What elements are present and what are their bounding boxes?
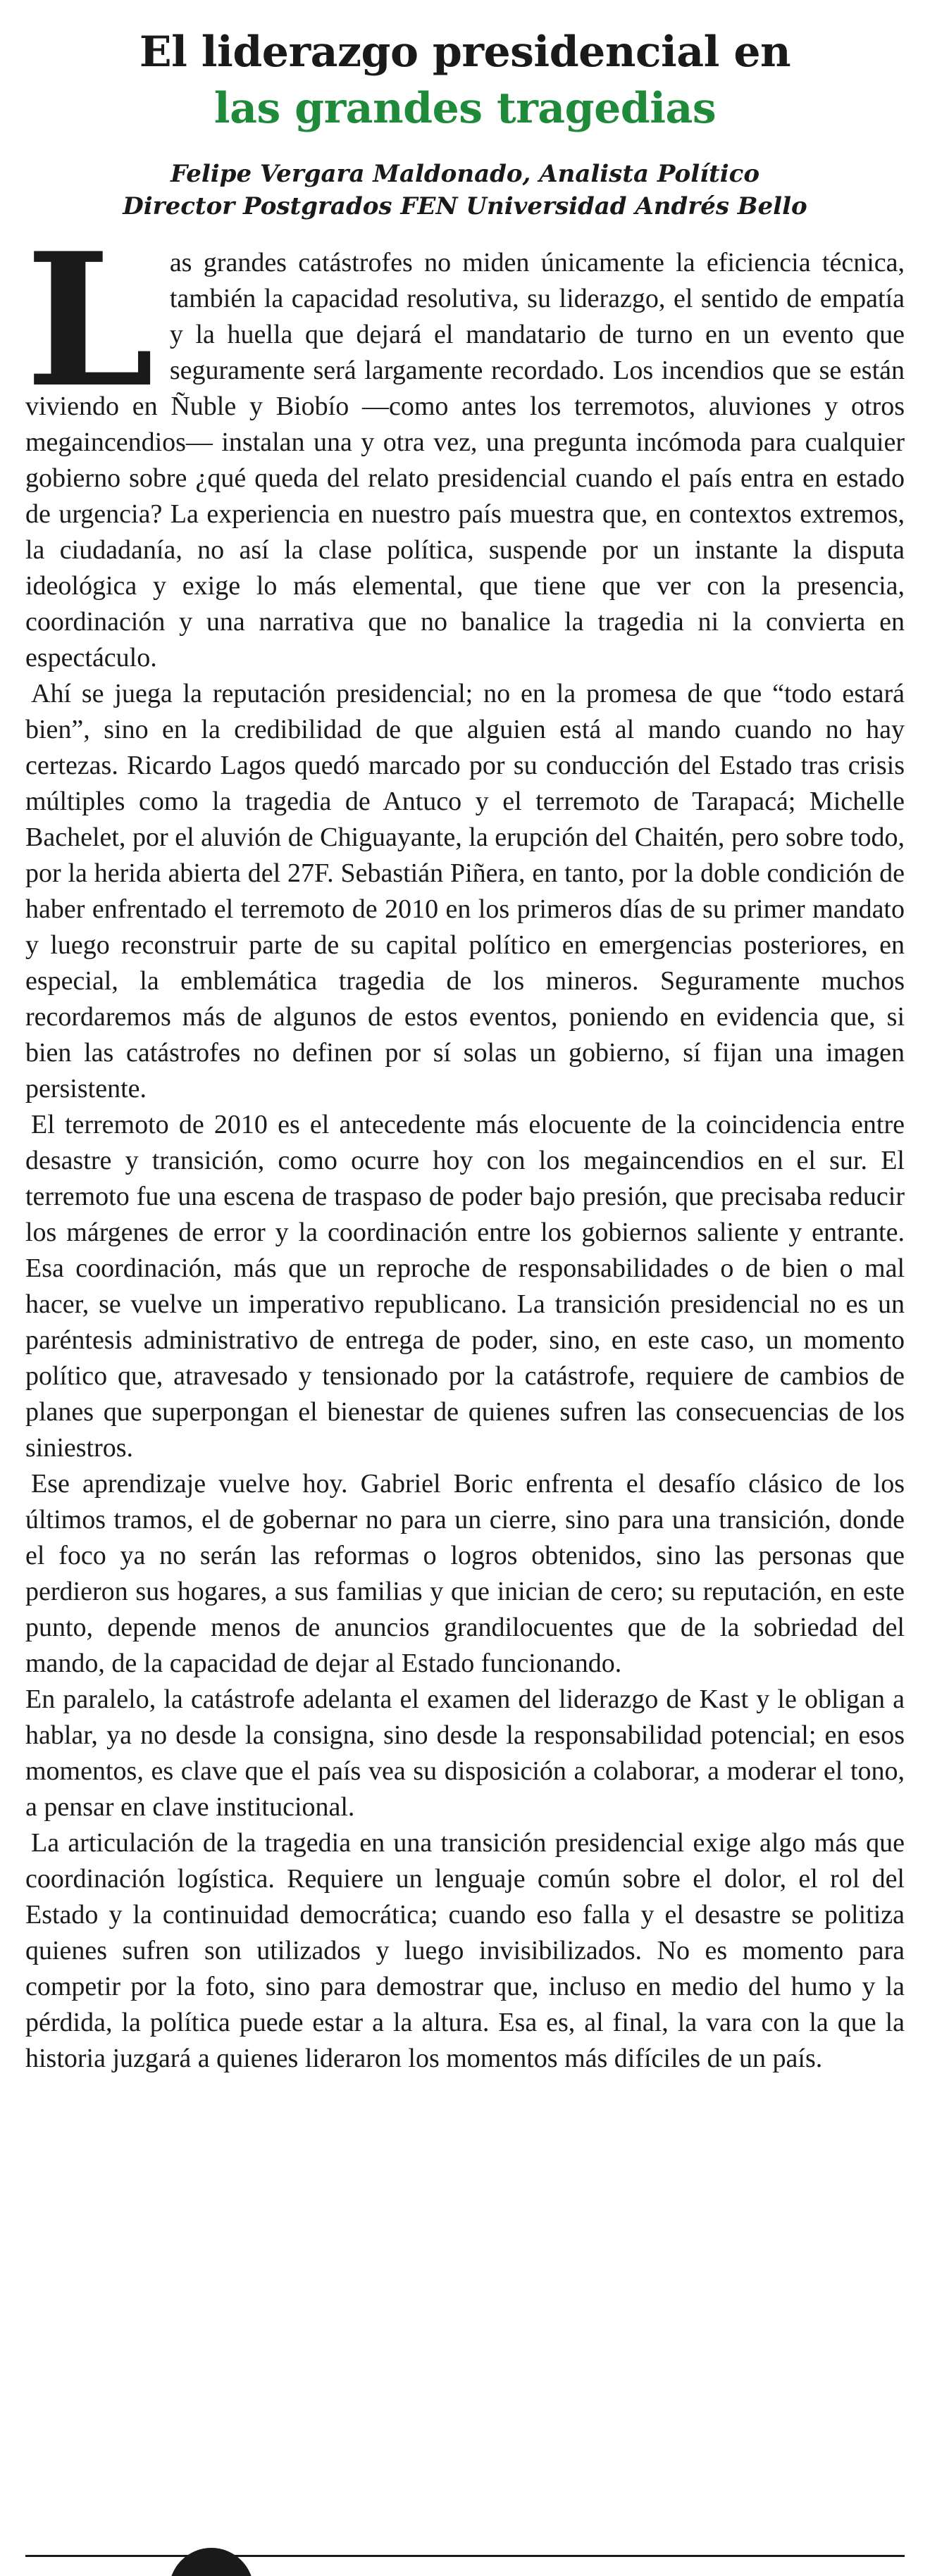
author-line: Felipe Vergara Maldonado, Analista Político	[170, 160, 760, 188]
footer-circle-shape	[169, 2548, 254, 2576]
article-body	[25, 213, 905, 2077]
headline	[25, 24, 905, 137]
paragraph-4: Ese aprendizaje vuelve hoy. Gabriel Boric enfrenta el desafío clásico de los últimos tramos, el de gobernar no para un cierre, sino para una transición, donde el foco ya no serán las reformas o logros obtenidos, sino las personas que perdieron sus hogares, a sus familias y que inician de cero; su reputación, en este punto, depende menos de anuncios grandilocuentes que de la sobriedad del mando, de la capacidad de dejar al Estado funcionando.	[25, 1469, 905, 1678]
footer-logo-icon	[169, 2548, 254, 2576]
article	[25, 17, 905, 2077]
paragraph-1-text: as grandes catástrofes no miden únicamente la eficiencia técnica, también la capacidad resolutiva, su liderazgo, el sentido de empatía y la huella que dejará el mandatario de turno en un evento que seguramente será largamente recordado. Los incendios que se están viviendo en Ñuble y Biobío —como antes los terremotos, aluviones y otros megaincendios— instalan una y otra vez, una pregunta incómoda para cualquier gobierno sobre ¿qué queda del relato presidencial cuando el país entra en estado de urgencia? La experiencia en nuestro país muestra que, en contextos extremos, la ciudadanía, no así la clase política, suspende por un instante la disputa ideológica y exige lo más elemental, que tiene que ver con la presencia, coordinación y una narrativa que no banalice la tragedia ni la convierta en espectáculo.	[25, 248, 905, 673]
author-role-line: Director Postgrados FEN Universidad Andrés Bello	[123, 192, 807, 220]
headline-line-1: El liderazgo presidencial en	[139, 27, 791, 77]
drop-cap: L	[25, 213, 154, 428]
paragraph-5: En paralelo, la catástrofe adelanta el examen del liderazgo de Kast y le obligan a hablar, ya no desde la consigna, sino desde la responsabilidad potencial; en esos momentos, es clave que el país vea su disposición a colaborar, a moderar el tono, a pensar en clave institucional.	[25, 1684, 905, 1822]
paragraph-1	[25, 213, 905, 676]
paragraph-2: Ahí se juega la reputación presidencial; no en la promesa de que “todo estará bien”, sino en la credibilidad de que alguien está al mando cuando no hay certezas. Ricardo Lagos quedó marcado por su conducción del Estado tras crisis múltiples como la tragedia de Antuco y el terremoto de Tarapacá; Michelle Bachelet, por el aluvión de Chiguayante, la erupción del Chaitén, pero sobre todo, por la herida abierta del 27F. Sebastián Piñera, en tanto, por la doble condición de haber enfrentado el terremoto de 2010 en los primeros días de su primer mandato y luego reconstruir parte de su capital político en emergencias posteriores, en especial, la emblemática tragedia de los mineros. Seguramente muchos recordaremos más de algunos de estos eventos, poniendo en evidencia que, si bien las catástrofes no definen por sí solas un gobierno, sí fijan una imagen persistente.	[25, 679, 905, 1103]
footer-rule	[25, 2555, 905, 2557]
paragraph-6: La articulación de la tragedia en una transición presidencial exige algo más que coordinación logística. Requiere un lenguaje común sobre el dolor, el rol del Estado y la continuidad democrática; cuando eso falla y el desastre se politiza quienes sufren son utilizados y luego invisibilizados. No es momento para competir por la foto, sino para demostrar que, incluso en medio del humo y la pérdida, la política puede estar a la altura. Esa es, al final, la vara con la que la historia juzgará a quienes lideraron los momentos más difíciles de un país.	[25, 1828, 905, 2073]
byline	[25, 158, 905, 223]
headline-line-2: las grandes tragedias	[213, 84, 717, 133]
paragraph-3: El terremoto de 2010 es el antecedente más elocuente de la coincidencia entre desastre y transición, como ocurre hoy con los megaincendios en el sur. El terremoto fue una escena de traspaso de poder bajo presión, que precisaba reducir los márgenes de error y la coordinación entre los gobiernos saliente y entrante. Esa coordinación, más que un reproche de responsabilidades o de bien o mal hacer, se vuelve un imperativo republicano. La transición presidencial no es un paréntesis administrativo de entrega de poder, sino, en este caso, un momento político que, atravesado y tensionado por la catástrofe, requiere de cambios de planes que superpongan el bienestar de quienes sufren las consecuencias de los siniestros.	[25, 1110, 905, 1463]
